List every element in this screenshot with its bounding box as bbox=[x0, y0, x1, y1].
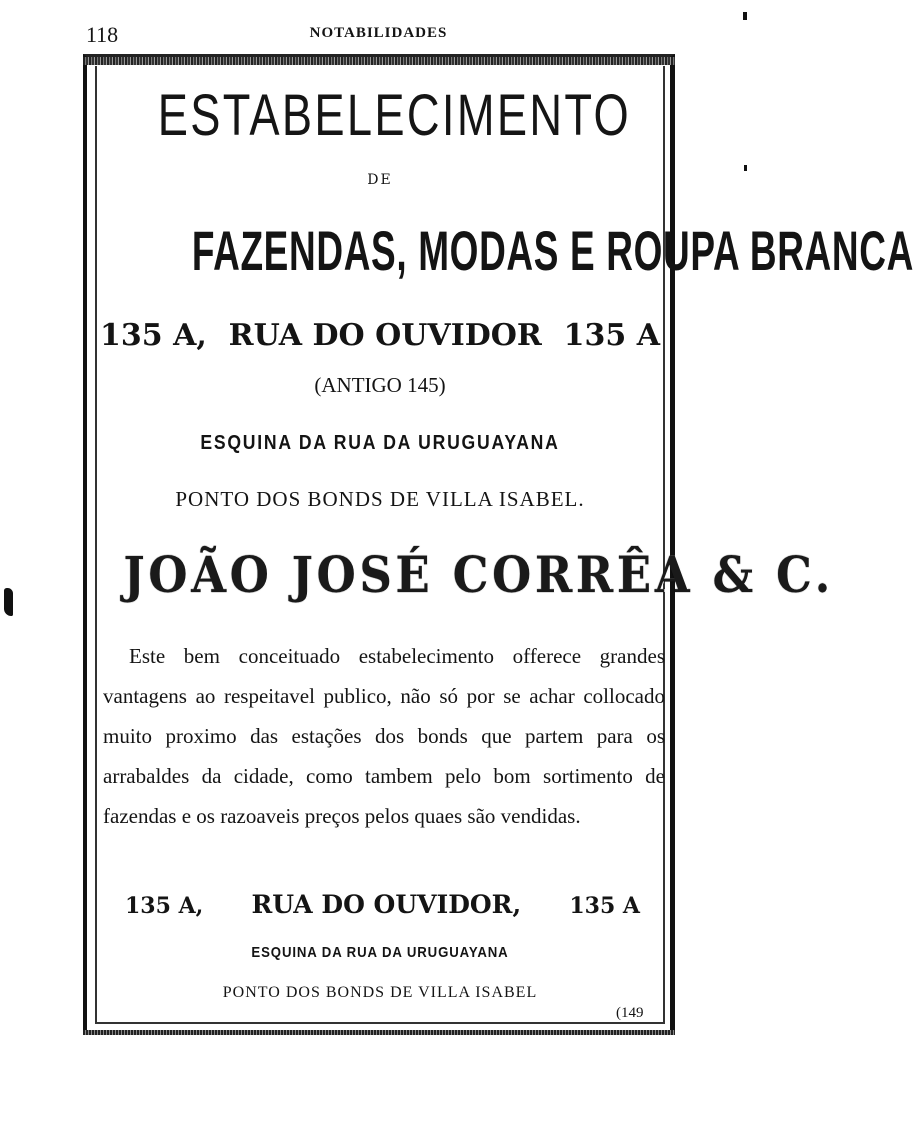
margin-speck bbox=[744, 165, 747, 171]
ad-footer bbox=[95, 0, 914, 1122]
footer-number-left: 135 A, bbox=[125, 893, 204, 919]
ad-corner: ESQUINA DA RUA DA URUGUAYANA bbox=[200, 432, 560, 454]
ad-title-goods: FAZENDAS, MODAS E ROUPA BRANCA bbox=[191, 219, 914, 282]
margin-speck bbox=[4, 588, 13, 616]
footer-street: RUA DO OUVIDOR, bbox=[251, 890, 522, 919]
address-number-left: 135 A, bbox=[100, 318, 207, 353]
ad-body-paragraph: Este bem conceituado estabelecimento offerece grandes vantagens ao respeitavel publico, não só por se achar collocado muito proximo das estações dos bonds que partem para os arrabaldes da cidade, como tambem pelo bom sortimento de fazendas e os razoaveis preços pelos quaes são vendidas. bbox=[103, 644, 665, 828]
ad-title-establishment: ESTABELECIMENTO bbox=[157, 83, 632, 148]
margin-speck bbox=[743, 12, 747, 20]
footer-corner: ESQUINA DA RUA DA URUGUAYANA bbox=[251, 944, 509, 961]
footer-tram-stop: PONTO DOS BONDS DE VILLA ISABEL bbox=[222, 984, 538, 1001]
ad-title-connector: DE bbox=[367, 172, 393, 188]
running-title: NOTABILIDADES bbox=[309, 25, 448, 41]
address-number-right: 135 A bbox=[563, 318, 660, 353]
ad-firm-name: JOÃO JOSÉ CORRÊA & C. bbox=[123, 545, 835, 604]
address-street: RUA DO OUVIDOR bbox=[228, 318, 542, 353]
page-number: 118 bbox=[86, 22, 119, 47]
footer-number-right: 135 A bbox=[569, 893, 640, 919]
ad-former-number: (ANTIGO 145) bbox=[314, 373, 446, 397]
ad-tram-stop: PONTO DOS BONDS DE VILLA ISABEL. bbox=[175, 487, 585, 511]
ad-reference-number: (149 bbox=[616, 1005, 644, 1021]
